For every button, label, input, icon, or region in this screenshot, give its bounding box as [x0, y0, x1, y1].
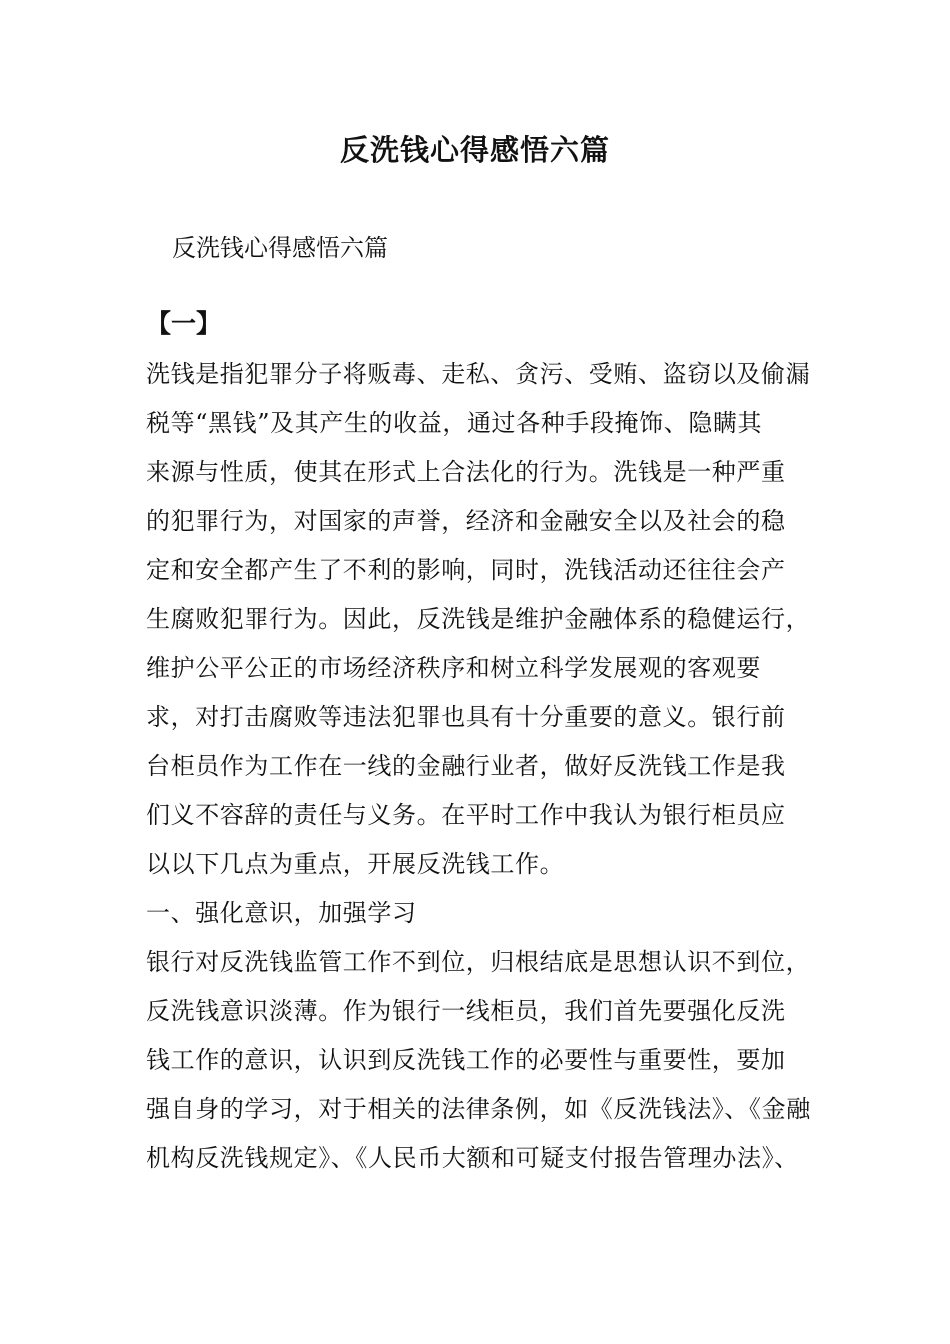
body-line: 们义不容辞的责任与义务。在平时工作中我认为银行柜员应: [146, 801, 786, 829]
body-line: 的犯罪行为，对国家的声誉，经济和金融安全以及社会的稳: [146, 507, 786, 535]
body-line: 银行对反洗钱监管工作不到位，归根结底是思想认识不到位，: [146, 948, 811, 976]
body-line: 来源与性质，使其在形式上合法化的行为。洗钱是一种严重: [146, 458, 786, 486]
body-line: 机构反洗钱规定》、《人民币大额和可疑支付报告管理办法》、: [146, 1144, 799, 1172]
body-line: 定和安全都产生了不利的影响，同时，洗钱活动还往往会产: [146, 556, 786, 584]
body-line: 强自身的学习，对于相关的法律条例，如《反洗钱法》、《金融: [146, 1095, 811, 1123]
section-label: 【一】: [146, 309, 222, 338]
body-line: 洗钱是指犯罪分子将贩毒、走私、贪污、受贿、盗窃以及偷漏: [146, 360, 811, 388]
section-heading: 一、强化意识，加强学习: [146, 899, 417, 927]
body-line: 以以下几点为重点，开展反洗钱工作。: [146, 850, 565, 878]
body-line: 钱工作的意识，认识到反洗钱工作的必要性与重要性，要加: [146, 1046, 786, 1074]
body-line: 反洗钱意识淡薄。作为银行一线柜员，我们首先要强化反洗: [146, 997, 786, 1025]
body-line: 求，对打击腐败等违法犯罪也具有十分重要的意义。银行前: [146, 703, 786, 731]
document-title: 反洗钱心得感悟六篇: [339, 133, 610, 167]
body-line: 台柜员作为工作在一线的金融行业者，做好反洗钱工作是我: [146, 752, 786, 780]
body-line: 生腐败犯罪行为。因此，反洗钱是维护金融体系的稳健运行，: [146, 605, 811, 633]
document-subtitle: 反洗钱心得感悟六篇: [172, 234, 388, 262]
body-line: 维护公平公正的市场经济秩序和树立科学发展观的客观要: [146, 654, 761, 682]
body-line: 税等“黑钱”及其产生的收益，通过各种手段掩饰、隐瞒其: [146, 409, 763, 437]
body-text: [146, 350, 816, 1183]
